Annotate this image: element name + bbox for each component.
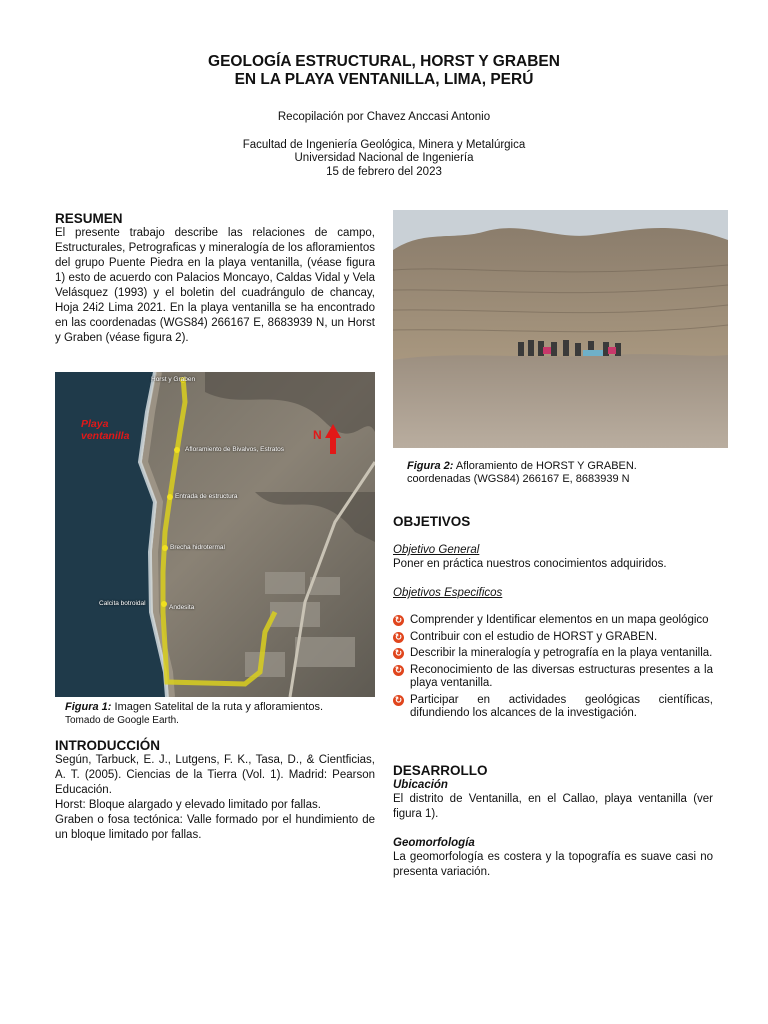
resumen-section — [55, 211, 375, 346]
figure-1-caption-text: Imagen Satelital de la ruta y afloramientos. — [111, 701, 324, 713]
objetivos-section — [393, 514, 713, 724]
ubicacion-text: El distrito de Ventanilla, en el Callao, playa ventanilla (ver figura 1). — [393, 793, 713, 820]
map-point-brecha: Brecha hidrotermal — [170, 544, 225, 551]
outcrop-image — [393, 210, 728, 448]
bullet-icon: ↻ — [394, 694, 403, 705]
figure-1-caption — [65, 701, 365, 727]
list-item: ↻ Participar en actividades geológicas científicas, difundiendo los alcances de la investigación. — [394, 693, 713, 719]
affiliation-faculty: Facultad de Ingeniería Geológica, Minera y Metalúrgica — [242, 139, 526, 151]
map-point-horst-graben: Horst y Graben — [151, 376, 196, 383]
map-point-entrada: Entrada de estructura — [175, 493, 238, 500]
introduccion-section — [55, 738, 375, 843]
list-item: ↻ Reconocimiento de las diversas estructuras presentes a la playa ventanilla. — [394, 663, 713, 689]
figure-2-outcrop-photo — [393, 210, 728, 448]
north-indicator: N — [313, 428, 322, 442]
ubicacion-title: Ubicación — [393, 779, 448, 791]
figure-2-coordinates: coordenadas (WGS84) 266167 E, 8683939 N — [407, 473, 630, 485]
introduccion-heading: INTRODUCCIÓN — [55, 738, 160, 753]
bullet-icon: ↻ — [394, 631, 403, 642]
objetivos-especificos-list — [393, 614, 713, 721]
title-line-2: EN LA PLAYA VENTANILLA, LIMA, PERÚ — [234, 71, 534, 88]
author-line: Recopilación por Chavez Anccasi Antonio — [277, 111, 491, 123]
paper-date: 15 de febrero del 2023 — [326, 166, 442, 178]
affiliation-university: Universidad Nacional de Ingeniería — [294, 152, 474, 164]
resumen-heading: RESUMEN — [55, 211, 123, 226]
figure-2-label: Figura 2: — [407, 460, 454, 472]
title-line-1: GEOLOGÍA ESTRUCTURAL, HORST Y GRABEN — [208, 53, 560, 70]
objetivo-general-title: Objetivo General — [393, 544, 480, 556]
desarrollo-section — [393, 763, 713, 880]
list-item: ↻ Describir la mineralogía y petrografía en la playa ventanilla. — [394, 647, 713, 659]
introduccion-horst: Horst: Bloque alargado y elevado limitado por fallas. — [55, 799, 321, 811]
objetivos-heading: OBJETIVOS — [393, 514, 471, 529]
geomorfologia-text: La geomorfología es costera y la topografía es suave casi no presenta variación. — [393, 851, 713, 878]
figure-1-source: Tomado de Google Earth. — [65, 715, 179, 726]
introduccion-graben: Graben o fosa tectónica: Valle formado por el hundimiento de un bloque limitado por fallas. — [55, 814, 375, 841]
list-item: ↻ Comprender y Identificar elementos en un mapa geológico — [394, 614, 709, 626]
paper-title — [0, 53, 768, 89]
bullet-icon: ↻ — [394, 664, 403, 675]
figure-1-satellite-map — [55, 372, 375, 697]
list-item: ↻ Contribuir con el estudio de HORST y GRABEN. — [394, 630, 658, 643]
figure-1-label: Figura 1: — [65, 701, 112, 713]
figure-2-caption — [407, 460, 707, 486]
map-title: Playa ventanilla — [81, 418, 130, 442]
map-point-andesita: Andesita — [169, 604, 195, 611]
map-point-bivalvos: Afloramiento de Bivalvos, Estratos — [185, 446, 284, 453]
resumen-text: El presente trabajo describe las relaciones de campo, Estructurales, Petrograficas y mineralogía de los afloramientos del grupo Puente Piedra en la playa ventanilla, (véase figura 1) esto de acuerdo con Palacios Moncayo, Caldas Vidal y Vela Velásquez (1993) y el boletin del cuadrángulo de chancay, Hoja 24i2 Lima 2021. En la playa ventanilla se ha encontrado en las coordenadas (WGS84) 266167 E, 8683939 N, un Horst y Graben (véase figura 2). — [55, 227, 375, 344]
bullet-icon: ↻ — [394, 648, 403, 658]
objetivos-especificos-title: Objetivos Especificos — [393, 587, 503, 599]
bullet-icon: ↻ — [394, 615, 403, 625]
map-point-calcita: Calcita botroidal — [99, 600, 146, 607]
introduccion-reference: Según, Tarbuck, E. J., Lutgens, F. K., Tasa, D., & Cientficias, A. T. (2005). Ciencias de la Tierra (Vol. 1). Madrid: Pearson Educación. — [55, 754, 375, 796]
desarrollo-heading: DESARROLLO — [393, 763, 488, 778]
geomorfologia-title: Geomorfología — [393, 837, 475, 849]
objetivo-general-text: Poner en práctica nuestros conocimientos adquiridos. — [393, 558, 667, 570]
figure-2-caption-text: Afloramiento de HORST Y GRABEN. — [453, 460, 637, 472]
